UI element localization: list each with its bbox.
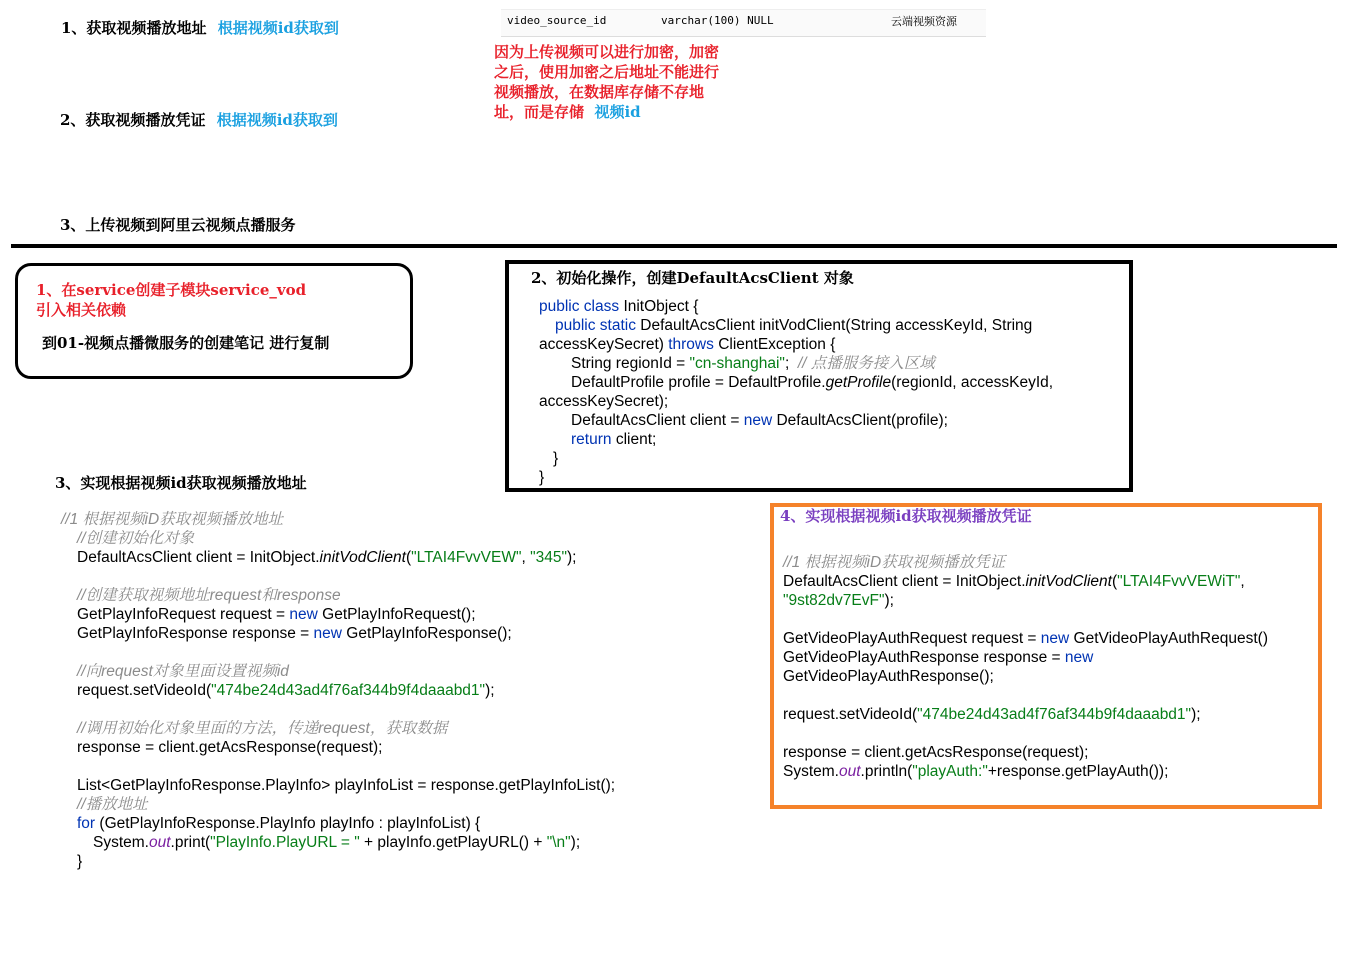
code-line — [77, 624, 615, 643]
section3-title: 3、实现根据视频id获取视频播放地址 — [55, 474, 307, 492]
code-keyword: throws — [668, 336, 719, 353]
code-line — [539, 297, 1053, 316]
blank-line — [77, 700, 615, 719]
code-line — [783, 762, 1268, 781]
code-line — [783, 648, 1268, 667]
code-text: DefaultProfile profile = DefaultProfile. — [571, 374, 826, 391]
blank-line — [77, 757, 615, 776]
code-line — [783, 705, 1268, 724]
code-line: } — [553, 450, 559, 467]
code-comment: //创建初始化对象 — [77, 530, 195, 547]
box-init-client — [505, 260, 1133, 492]
code-line — [77, 814, 615, 833]
red-note-last-line — [494, 102, 719, 122]
code-text: request.setVideoId( — [77, 682, 212, 699]
box1-line2: 引入相关依赖 — [36, 301, 127, 319]
code-text: InitObject { — [623, 298, 699, 315]
code-string: "345" — [530, 549, 567, 566]
code-text: +response.getPlayAuth()); — [987, 763, 1169, 780]
code-text: , — [1240, 573, 1245, 590]
code-comment: // 点播服务接入区域 — [797, 355, 935, 372]
step2-note — [60, 109, 338, 130]
code-line — [539, 335, 1053, 354]
code-keyword: public class — [539, 298, 624, 315]
code-text: , — [521, 549, 531, 566]
code-string: "474be24d43ad4f76af344b9f4daaabd1" — [211, 682, 486, 699]
code-line: } — [539, 469, 545, 486]
code-line — [539, 373, 1053, 392]
code-field: out — [838, 763, 861, 780]
code-text: ); — [884, 592, 894, 609]
code-line: accessKeySecret); — [539, 393, 669, 410]
code-keyword: new — [1064, 649, 1094, 666]
code-keyword: new — [313, 625, 347, 642]
code-line: } — [77, 853, 83, 870]
code-comment: //播放地址 — [77, 796, 148, 813]
code-method: initVodClient — [319, 549, 406, 566]
db-comment: 云端视频资源 — [891, 15, 957, 28]
step1-text: 1、获取视频播放地址 — [61, 19, 207, 37]
code-text: DefaultAcsClient client = — [571, 412, 744, 429]
box4-code — [783, 553, 1268, 781]
db-row — [501, 9, 986, 37]
code-string: "playAuth:" — [912, 763, 988, 780]
red-note-highlight: 视频id — [594, 103, 641, 121]
code-text: GetVideoPlayAuthResponse response = — [783, 649, 1065, 666]
code-line — [77, 548, 615, 567]
code-field: out — [148, 834, 171, 851]
code-text: System. — [783, 763, 839, 780]
blank-line — [783, 610, 1268, 629]
code-text: ( — [1111, 573, 1118, 590]
code-text: request.setVideoId( — [783, 706, 918, 723]
code-text: + playInfo.getPlayURL() + — [359, 834, 547, 851]
box4-title: 4、实现根据视频id获取视频播放凭证 — [780, 507, 1032, 525]
code-line — [539, 316, 1053, 335]
blank-line — [783, 724, 1268, 743]
code-string: "PlayInfo.PlayURL = " — [210, 834, 360, 851]
code-comment: //1 根据视频iD获取视频播放凭证 — [783, 554, 1006, 571]
code-text: DefaultAcsClient(profile); — [776, 412, 948, 429]
code-line — [783, 572, 1268, 591]
code-text: ); — [1191, 706, 1201, 723]
code-keyword: new — [743, 412, 777, 429]
step2-hint: 根据视频id获取到 — [216, 111, 338, 129]
code-keyword: return — [571, 431, 616, 448]
code-keyword: new — [289, 606, 323, 623]
code-text: DefaultAcsClient client = InitObject. — [783, 573, 1026, 590]
box-service-module — [15, 263, 413, 379]
code-line — [77, 605, 615, 624]
code-text: GetVideoPlayAuthRequest() — [1073, 630, 1268, 647]
code-line — [539, 411, 1053, 430]
code-line — [783, 629, 1268, 648]
code-text: ; — [784, 355, 798, 372]
code-text: (regionId, accessKeyId, — [891, 374, 1054, 391]
code-line: response = client.getAcsResponse(request); — [77, 739, 383, 756]
code-string: "9st82dv7EvF" — [783, 592, 885, 609]
code-text: .print( — [170, 834, 211, 851]
code-line — [539, 430, 1053, 449]
code-text: DefaultAcsClient initVodClient(String accessKeyId, String — [640, 317, 1033, 334]
code-text: accessKeySecret) — [539, 336, 669, 353]
db-column: video_source_id — [507, 14, 607, 27]
red-note — [494, 42, 719, 122]
code-string: "\n" — [546, 834, 571, 851]
code-text: ClientException { — [718, 336, 836, 353]
code-text: ); — [570, 834, 581, 851]
code-text: (GetPlayInfoResponse.PlayInfo playInfo : playInfoList) { — [99, 815, 481, 832]
step1-note — [61, 17, 339, 38]
blank-line — [77, 567, 615, 586]
code-string: "cn-shanghai" — [689, 355, 785, 372]
code-text: GetPlayInfoResponse(); — [346, 625, 512, 642]
section3-code — [61, 510, 615, 871]
code-line — [539, 354, 1053, 373]
code-keyword: new — [1040, 630, 1074, 647]
box1-line3: 到01-视频点播微服务的创建笔记 进行复制 — [42, 334, 330, 352]
code-keyword: for — [77, 815, 100, 832]
code-line — [77, 833, 615, 852]
code-string: "474be24d43ad4f76af344b9f4daaabd1" — [917, 706, 1192, 723]
blank-line — [77, 643, 615, 662]
code-text: ); — [566, 549, 577, 566]
code-text: ); — [485, 682, 495, 699]
box-play-auth — [770, 503, 1322, 809]
code-line — [783, 591, 1268, 610]
code-text: String regionId = — [571, 355, 690, 372]
code-text: DefaultAcsClient client = InitObject. — [77, 549, 320, 566]
code-line — [77, 681, 615, 700]
step3-note: 3、上传视频到阿里云视频点播服务 — [60, 216, 296, 234]
red-note-line: 因为上传视频可以进行加密，加密 — [494, 43, 720, 61]
code-text: .println( — [860, 763, 913, 780]
code-line: GetVideoPlayAuthResponse(); — [783, 668, 994, 685]
code-text: GetVideoPlayAuthRequest request = — [783, 630, 1041, 647]
code-comment: //向request对象里面设置视频id — [77, 663, 289, 680]
divider — [11, 244, 1337, 248]
code-text: GetPlayInfoRequest request = — [77, 606, 290, 623]
code-comment: //创建获取视频地址request和response — [77, 587, 341, 604]
step2-text: 2、获取视频播放凭证 — [60, 111, 206, 129]
code-comment: //调用初始化对象里面的方法，传递request，获取数据 — [77, 720, 448, 737]
section3-code-body — [61, 529, 615, 871]
code-text: ( — [405, 549, 412, 566]
box2-title: 2、初始化操作，创建DefaultAcsClient 对象 — [531, 269, 854, 287]
code-method: initVodClient — [1025, 573, 1112, 590]
code-comment: //1 根据视频iD获取视频播放地址 — [61, 511, 284, 528]
code-string: "LTAI4FvvVEWiT" — [1117, 573, 1241, 590]
step1-hint: 根据视频id获取到 — [217, 19, 339, 37]
box2-code — [539, 297, 1053, 487]
code-text: System. — [93, 834, 149, 851]
code-text: GetPlayInfoRequest(); — [322, 606, 476, 623]
blank-line — [783, 686, 1268, 705]
code-text: GetPlayInfoResponse response = — [77, 625, 314, 642]
box1-line1: 1、在service创建子模块service_vod — [36, 281, 307, 299]
red-note-line: 址，而是存储 — [494, 103, 585, 121]
code-method: getProfile — [825, 374, 892, 391]
code-keyword: public static — [555, 317, 641, 334]
code-line: List<GetPlayInfoResponse.PlayInfo> playInfoList = response.getPlayInfoList(); — [77, 777, 616, 794]
code-text: client; — [615, 431, 657, 448]
db-type: varchar(100) NULL — [661, 14, 774, 27]
red-note-line: 视频播放，在数据库存储不存地 — [494, 83, 705, 101]
code-line: response = client.getAcsResponse(request); — [783, 744, 1089, 761]
red-note-line: 之后，使用加密之后地址不能进行 — [494, 63, 720, 81]
code-string: "LTAI4FvvVEW" — [411, 549, 522, 566]
